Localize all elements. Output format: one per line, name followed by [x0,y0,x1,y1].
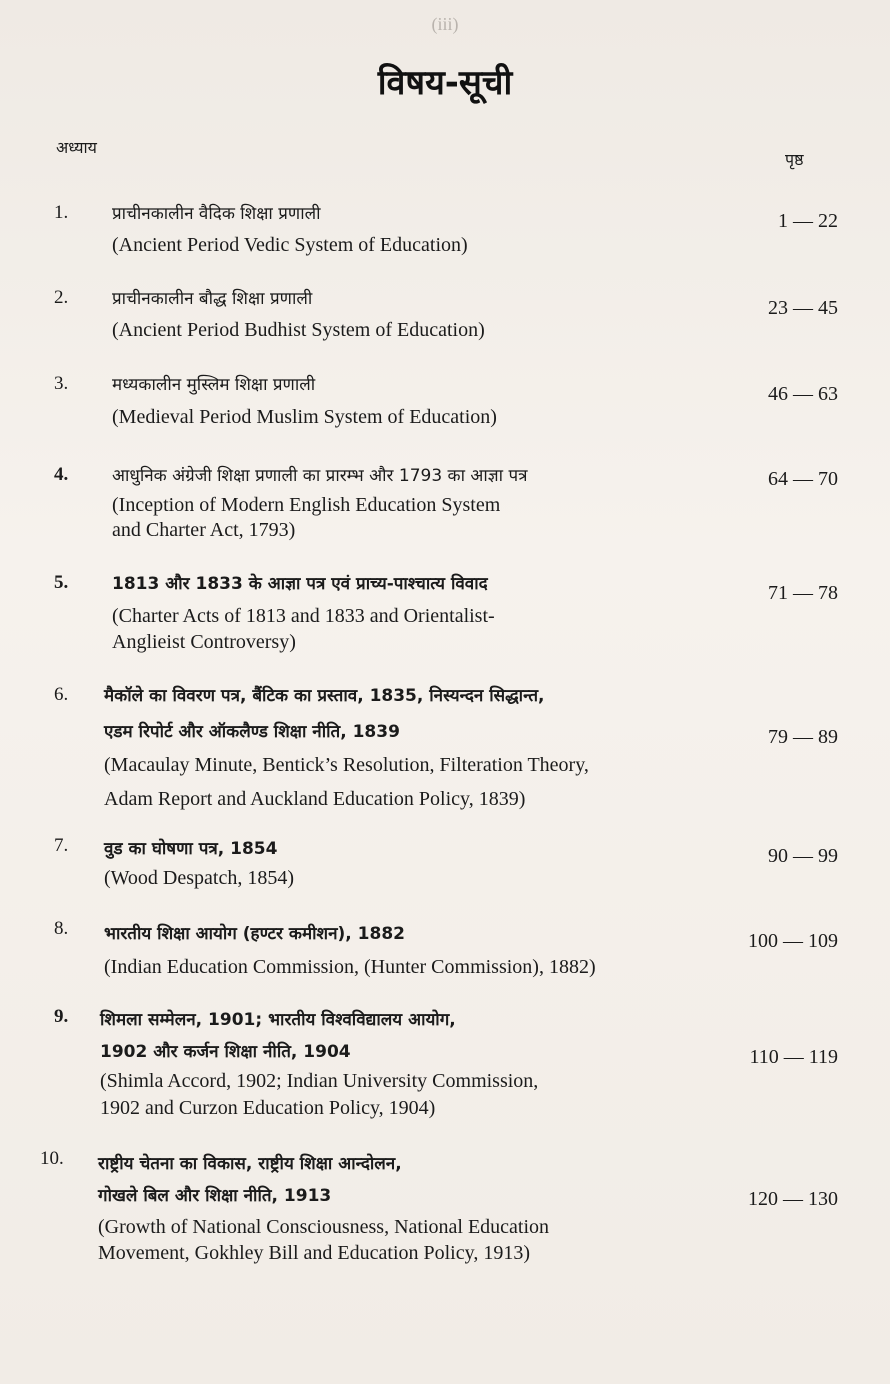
page-range: 110 — 119 [749,1046,838,1068]
chapter-number: 3. [54,373,69,394]
chapter-title-english: and Charter Act, 1793) [112,519,296,541]
chapter-title-english: (Medieval Period Muslim System of Education) [112,406,497,428]
chapter-number: 5. [54,572,69,593]
chapter-title-english: Adam Report and Auckland Education Policy, 1839) [104,788,526,810]
chapter-title-hindi: मैकॉले का विवरण पत्र, बैंटिक का प्रस्ताव, 1835, निस्यन्दन सिद्धान्त, [104,686,545,706]
page-range: 46 — 63 [768,383,838,405]
page-range: 1 — 22 [778,210,838,232]
page-range: 90 — 99 [768,845,838,867]
chapter-title-english: (Macaulay Minute, Bentick’s Resolution, Filteration Theory, [104,754,589,776]
chapter-title-english: (Charter Acts of 1813 and 1833 and Orientalist- [112,605,495,627]
chapter-title-english: (Inception of Modern English Education System [112,494,501,516]
chapter-title-hindi: मध्यकालीन मुस्लिम शिक्षा प्रणाली [112,375,316,395]
page-column-header: पृष्ठ [785,150,804,169]
chapter-title-english: Anglieist Controversy) [112,631,296,653]
chapter-number: 8. [54,918,69,939]
chapter-title-hindi: आधुनिक अंग्रेजी शिक्षा प्रणाली का प्रारम्भ और 1793 का आज्ञा पत्र [112,466,528,486]
chapter-title-english: (Indian Education Commission, (Hunter Commission), 1882) [104,956,596,978]
chapter-number: 6. [54,684,69,705]
chapter-title-hindi: भारतीय शिक्षा आयोग (हण्टर कमीशन), 1882 [104,924,405,944]
page-range: 64 — 70 [768,468,838,490]
chapter-column-header: अध्याय [56,138,97,157]
chapter-title-english: (Ancient Period Vedic System of Education) [112,234,468,256]
page-number: (iii) [431,14,459,34]
chapter-title-hindi: वुड का घोषणा पत्र, 1854 [104,839,278,859]
chapter-title-hindi: एडम रिपोर्ट और ऑकलैण्ड शिक्षा नीति, 1839 [104,722,400,742]
chapter-title-english: (Shimla Accord, 1902; Indian University Commission, [100,1070,539,1092]
page-range: 100 — 109 [748,930,838,952]
chapter-number: 10. [40,1148,64,1169]
page-range: 23 — 45 [768,297,838,319]
chapter-title-english: (Ancient Period Budhist System of Education) [112,319,485,341]
chapter-number: 4. [54,464,69,485]
chapter-title-hindi: 1902 और कर्जन शिक्षा नीति, 1904 [100,1042,351,1062]
chapter-number: 1. [54,202,69,223]
page-range: 79 — 89 [768,726,838,748]
chapter-number: 2. [54,287,69,308]
chapter-title-hindi: प्राचीनकालीन वैदिक शिक्षा प्रणाली [112,204,321,224]
chapter-number: 7. [54,835,69,856]
page-title: विषय-सूची [377,63,513,103]
page-range: 71 — 78 [768,582,838,604]
chapter-title-hindi: गोखले बिल और शिक्षा नीति, 1913 [98,1186,332,1206]
chapter-number: 9. [54,1006,69,1027]
chapter-title-english: 1902 and Curzon Education Policy, 1904) [100,1097,436,1119]
chapter-title-hindi: राष्ट्रीय चेतना का विकास, राष्ट्रीय शिक्षा आन्दोलन, [98,1154,402,1174]
chapter-title-hindi: प्राचीनकालीन बौद्ध शिक्षा प्रणाली [112,289,313,309]
chapter-title-english: (Wood Despatch, 1854) [104,867,295,889]
chapter-title-english: Movement, Gokhley Bill and Education Policy, 1913) [98,1242,530,1264]
chapter-title-english: (Growth of National Consciousness, National Education [98,1216,550,1238]
chapter-title-hindi: 1813 और 1833 के आज्ञा पत्र एवं प्राच्य-पाश्चात्य विवाद [112,574,488,594]
chapter-title-hindi: शिमला सम्मेलन, 1901; भारतीय विश्वविद्यालय आयोग, [100,1010,456,1030]
page-range: 120 — 130 [748,1188,838,1210]
